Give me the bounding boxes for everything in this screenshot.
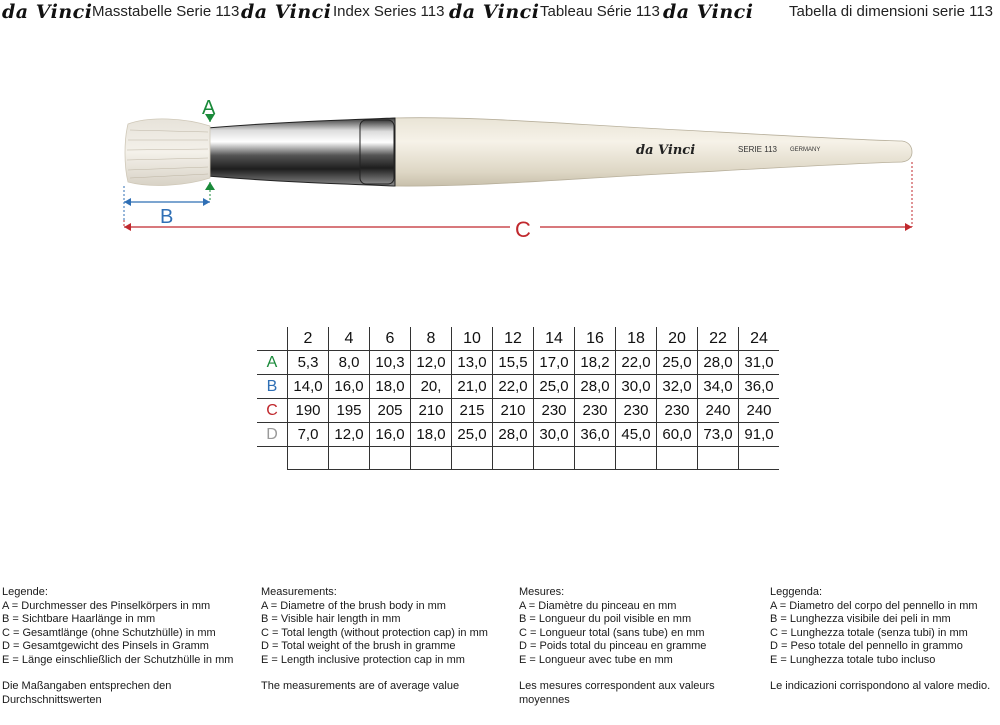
- legend-line: C = Gesamtlänge (ohne Schutzhülle) in mm: [2, 626, 216, 639]
- legend-line: A = Diamètre du pinceau en mm: [519, 599, 677, 612]
- table-cell: 195: [329, 399, 370, 423]
- brush-illustration: [0, 90, 1000, 250]
- legend-line: A = Durchmesser des Pinselkörpers in mm: [2, 599, 211, 612]
- header-corner: [257, 327, 288, 351]
- table-cell: 25,0: [452, 423, 493, 447]
- table-row-b: [257, 375, 779, 399]
- table-cell: 73,0: [698, 423, 739, 447]
- legend-line: A = Diametro del corpo del pennello in mm: [770, 599, 978, 612]
- brand-logo: da Vinci: [449, 1, 540, 23]
- table-cell: 15,5: [493, 351, 534, 375]
- legend-line: D = Poids total du pinceau en gramme: [519, 640, 707, 652]
- table-cell: 36,0: [575, 423, 616, 447]
- legend-line: D = Peso totale del pennello in grammo: [770, 640, 963, 652]
- table-cell: 31,0: [739, 351, 780, 375]
- row-label-c: C: [257, 399, 288, 423]
- title-en: Index Series 113: [333, 3, 445, 20]
- table-cell: 14,0: [288, 375, 329, 399]
- legend-line: B = Longueur du poil visible en mm: [519, 613, 692, 625]
- size-header: 24: [739, 327, 780, 351]
- size-header: 16: [575, 327, 616, 351]
- empty-cell: [411, 447, 452, 470]
- table-cell: 230: [657, 399, 698, 423]
- legend-de: [2, 586, 242, 707]
- table-row-c: [257, 399, 779, 423]
- size-header: 2: [288, 327, 329, 351]
- table-cell: 25,0: [534, 375, 575, 399]
- row-label-b: B: [257, 375, 288, 399]
- legend-fr: [519, 586, 759, 707]
- legend-line: A = Diametre of the brush body in mm: [261, 599, 446, 612]
- size-header: 8: [411, 327, 452, 351]
- table-cell: 30,0: [616, 375, 657, 399]
- brush-bristles: [125, 119, 210, 186]
- table-cell: 16,0: [370, 423, 411, 447]
- empty-cell: [493, 447, 534, 470]
- size-header: 22: [698, 327, 739, 351]
- table-cell: 230: [534, 399, 575, 423]
- brand-logo: da Vinci: [2, 1, 93, 23]
- table-cell: 16,0: [329, 375, 370, 399]
- row-label-d: D: [257, 423, 288, 447]
- title-de: Masstabelle Serie 113: [92, 3, 240, 20]
- table-cell: 7,0: [288, 423, 329, 447]
- table-cell: 91,0: [739, 423, 780, 447]
- brand-logo: da Vinci: [241, 1, 332, 23]
- table-cell: 21,0: [452, 375, 493, 399]
- table-cell: 210: [493, 399, 534, 423]
- table-cell: 210: [411, 399, 452, 423]
- empty-cell: [698, 447, 739, 470]
- legend-line: D = Gesamtgewicht des Pinsels in Gramm: [2, 640, 209, 652]
- table-cell: 10,3: [370, 351, 411, 375]
- legend-note: Le indicazioni corrispondono al valore medio.: [770, 680, 991, 692]
- table-cell: 20,: [411, 375, 452, 399]
- size-header-row: [257, 327, 779, 351]
- table-cell: 230: [616, 399, 657, 423]
- legend-title: Legende:: [2, 586, 48, 598]
- legend-line: B = Sichtbare Haarlänge in mm: [2, 613, 156, 625]
- table-cell: 28,0: [493, 423, 534, 447]
- size-header: 12: [493, 327, 534, 351]
- table-cell: 215: [452, 399, 493, 423]
- legend-title: Measurements:: [261, 586, 337, 598]
- legend-line: C = Lunghezza totale (senza tubi) in mm: [770, 626, 968, 639]
- legend-note: Die Maßangaben entsprechen den Durchschnittswerten: [2, 680, 172, 706]
- legend-note: Les mesures correspondent aux valeurs moyennes: [519, 680, 715, 706]
- empty-cell: [534, 447, 575, 470]
- table-cell: 28,0: [575, 375, 616, 399]
- table-cell: 22,0: [616, 351, 657, 375]
- size-table: [257, 327, 779, 470]
- size-header: 6: [370, 327, 411, 351]
- dimension-b-label: B: [160, 206, 174, 228]
- table-cell: 18,2: [575, 351, 616, 375]
- title-fr: Tableau Série 113: [540, 3, 660, 20]
- table-cell: 5,3: [288, 351, 329, 375]
- legend-line: D = Total weight of the brush in gramme: [261, 640, 456, 652]
- legend-line: E = Länge einschließlich der Schutzhülle in mm: [2, 653, 234, 666]
- empty-cell: [257, 447, 288, 470]
- empty-cell: [329, 447, 370, 470]
- legend-line: E = Lunghezza totale tubo incluso: [770, 653, 936, 666]
- legend-note: The measurements are of average value: [261, 680, 460, 692]
- empty-cell: [657, 447, 698, 470]
- legend-line: E = Length inclusive protection cap in mm: [261, 653, 465, 666]
- table-cell: 205: [370, 399, 411, 423]
- table-cell: 240: [698, 399, 739, 423]
- table-cell: 32,0: [657, 375, 698, 399]
- table-cell: 36,0: [739, 375, 780, 399]
- table-cell: 45,0: [616, 423, 657, 447]
- legend-title: Leggenda:: [770, 586, 822, 598]
- legend-en: [261, 586, 501, 694]
- empty-cell: [370, 447, 411, 470]
- table-cell: 190: [288, 399, 329, 423]
- empty-cell: [739, 447, 780, 470]
- empty-cell: [575, 447, 616, 470]
- table-cell: 34,0: [698, 375, 739, 399]
- handle-brand-imprint: da Vinci: [636, 143, 696, 158]
- table-cell: 12,0: [329, 423, 370, 447]
- table-cell: 240: [739, 399, 780, 423]
- row-label-a: A: [257, 351, 288, 375]
- table-cell: 230: [575, 399, 616, 423]
- title-it: Tabella di dimensioni serie 113: [789, 3, 994, 20]
- empty-cell: [616, 447, 657, 470]
- table-row-a: [257, 351, 779, 375]
- table-cell: 30,0: [534, 423, 575, 447]
- legend-line: C = Longueur total (sans tube) en mm: [519, 626, 705, 639]
- ferrule-ring: [360, 120, 394, 184]
- table-cell: 28,0: [698, 351, 739, 375]
- table-cell: 18,0: [411, 423, 452, 447]
- table-cell: 22,0: [493, 375, 534, 399]
- legend-line: B = Lunghezza visibile dei peli in mm: [770, 613, 951, 625]
- brand-logo: da Vinci: [663, 1, 754, 23]
- legend-line: C = Total length (without protection cap) in mm: [261, 626, 488, 639]
- handle-origin-imprint: GERMANY: [790, 147, 821, 153]
- size-header: 20: [657, 327, 698, 351]
- table-cell: 13,0: [452, 351, 493, 375]
- table-cell: 12,0: [411, 351, 452, 375]
- size-header: 14: [534, 327, 575, 351]
- dimension-a-label: A: [202, 97, 216, 119]
- table-cell: 60,0: [657, 423, 698, 447]
- table-cell: 25,0: [657, 351, 698, 375]
- dimension-c-label: C: [515, 217, 531, 242]
- legend-line: B = Visible hair length in mm: [261, 613, 401, 625]
- size-header: 4: [329, 327, 370, 351]
- table-row-d: [257, 423, 779, 447]
- legend-title: Mesures:: [519, 586, 565, 598]
- table-cell: 17,0: [534, 351, 575, 375]
- empty-cell: [288, 447, 329, 470]
- table-cell: 8,0: [329, 351, 370, 375]
- handle-series-imprint: SERIE 113: [738, 145, 777, 154]
- size-header: 18: [616, 327, 657, 351]
- table-row-empty: [257, 447, 779, 470]
- legend-line: E = Longueur avec tube en mm: [519, 653, 673, 666]
- table-cell: 18,0: [370, 375, 411, 399]
- header: [0, 0, 1000, 24]
- empty-cell: [452, 447, 493, 470]
- legend-it: [770, 586, 998, 694]
- size-header: 10: [452, 327, 493, 351]
